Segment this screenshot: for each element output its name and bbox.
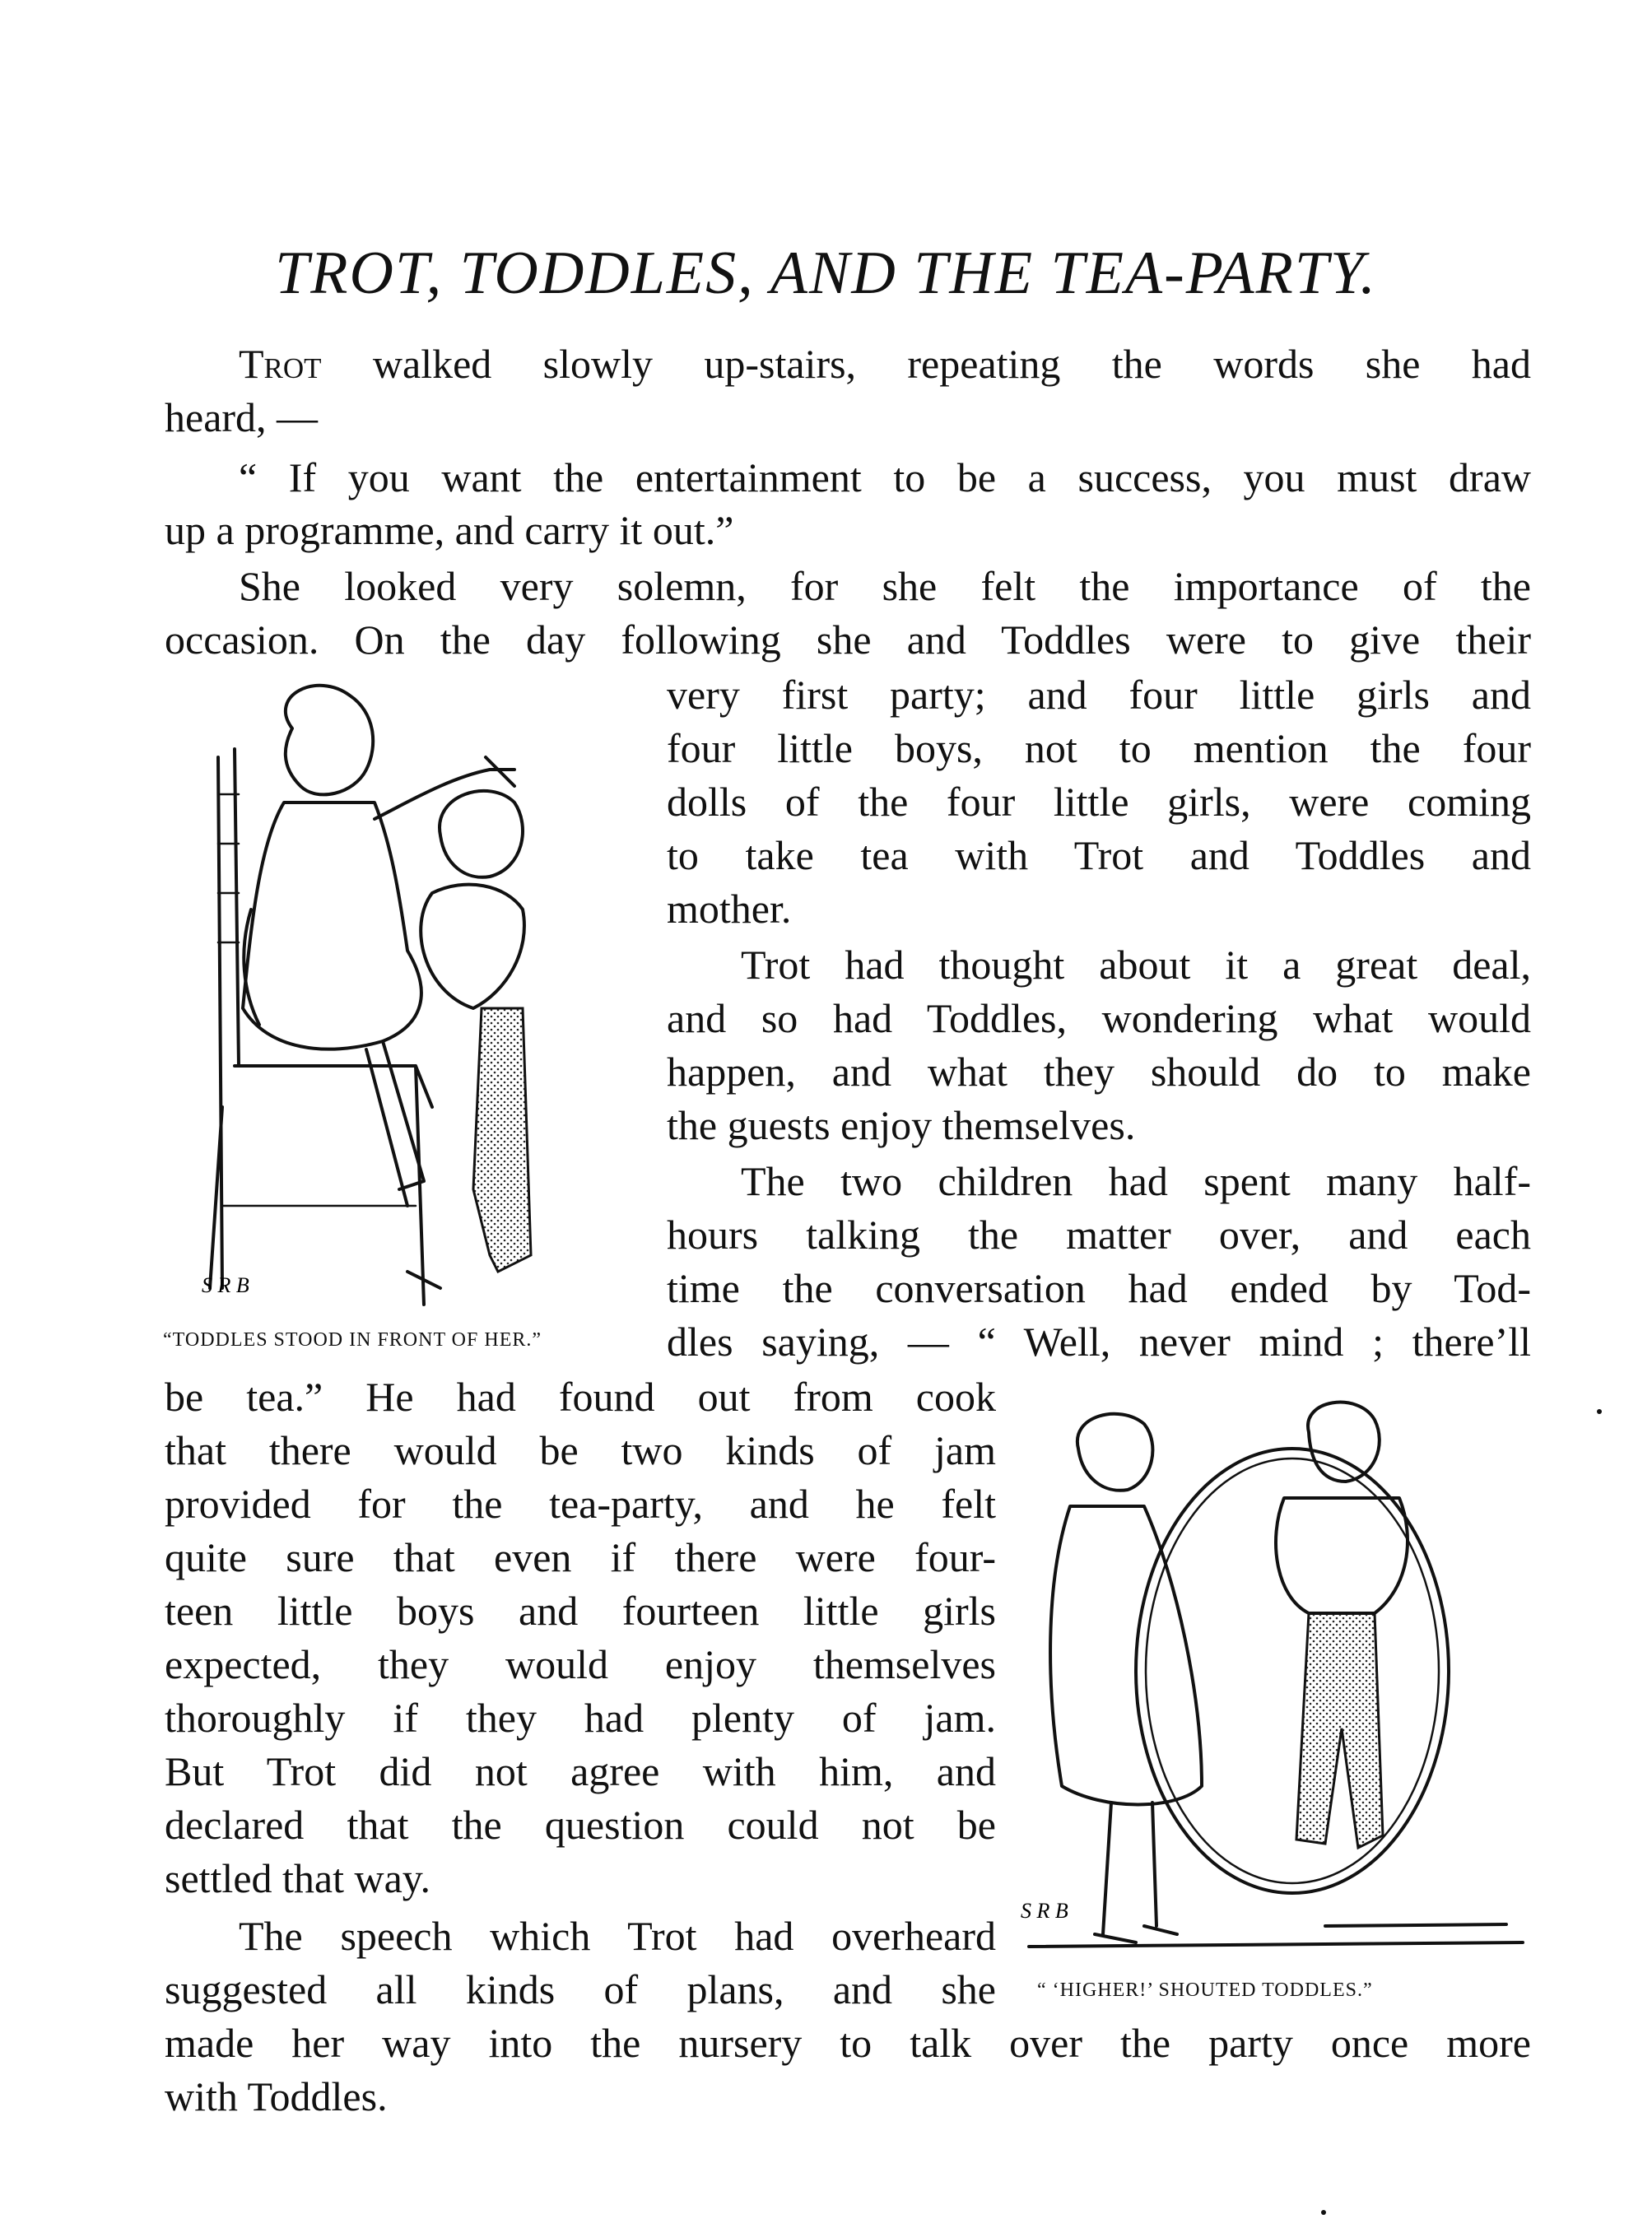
hoop	[1136, 1449, 1449, 1893]
text-line: made her way into the nursery to talk over the party once more	[165, 2020, 1531, 2066]
text-line: Trot had thought about it a great deal,	[741, 942, 1531, 988]
text-line: dles saying, — “ Well, never mind ; there’ll	[667, 1319, 1531, 1365]
illustration-higher-shouted	[1012, 1399, 1547, 1984]
text-line: four little boys, not to mention the four	[667, 725, 1531, 771]
text-line: expected, they would enjoy themselves	[165, 1641, 996, 1687]
text-line: quite sure that even if there were four-	[165, 1534, 996, 1580]
text-line: time the conversation had ended by Tod-	[667, 1265, 1531, 1311]
girl-figure	[243, 686, 514, 1206]
text-line: be tea.” He had found out from cook	[165, 1374, 996, 1420]
text-line: teen little boys and fourteen little girls	[165, 1588, 996, 1634]
boy-figure	[407, 791, 531, 1288]
text-line: very first party; and four little girls and	[667, 672, 1531, 718]
text-line: declared that the question could not be	[165, 1802, 996, 1848]
text-line: dolls of the four little girls, were coming	[667, 779, 1531, 825]
text-line: occasion. On the day following she and Toddles were to give their	[165, 616, 1531, 663]
caption-first-illustration: “TODDLES STOOD IN FRONT OF HER.”	[163, 1329, 542, 1351]
caption-second-illustration: “ ‘HIGHER!’ SHOUTED TODDLES.”	[1037, 1979, 1373, 2001]
text-line: with Toddles.	[165, 2073, 388, 2119]
chair-figure	[210, 749, 432, 1305]
text-line: to take tea with Trot and Toddles and	[667, 832, 1531, 878]
illustrator-signature: S R B	[202, 1273, 249, 1297]
text-line: the guests enjoy themselves.	[667, 1102, 1136, 1148]
boy-sailor-figure	[1276, 1403, 1408, 1848]
text-line: settled that way.	[165, 1855, 431, 1901]
text-line: But Trot did not agree with him, and	[165, 1748, 996, 1794]
text-line: happen, and what they should do to make	[667, 1049, 1531, 1095]
girl-with-hoop-figure	[1050, 1414, 1202, 1942]
text-line: up a programme, and carry it out.”	[165, 507, 734, 553]
text-line: heard, —	[165, 394, 319, 440]
print-speck	[1597, 1409, 1602, 1414]
text-line: hours talking the matter over, and each	[667, 1212, 1531, 1258]
print-speck	[1321, 2210, 1326, 2215]
illustration-toddles-stood	[161, 679, 663, 1325]
text-line: The speech which Trot had overheard	[239, 1913, 996, 1959]
text-line: Trot walked slowly up-stairs, repeating the words she had	[239, 341, 1531, 387]
text-line: The two children had spent many half-	[741, 1158, 1531, 1204]
text-line: and so had Toddles, wondering what would	[667, 995, 1531, 1041]
text-line: that there would be two kinds of jam	[165, 1427, 996, 1473]
text-line: suggested all kinds of plans, and she	[165, 1966, 996, 2012]
text-line: provided for the tea-party, and he felt	[165, 1481, 996, 1527]
page-title: TROT, TODDLES, AND THE TEA-PARTY.	[275, 240, 1377, 307]
text-line: mother.	[667, 886, 792, 932]
text-line: She looked very solemn, for she felt the importance of the	[239, 563, 1531, 609]
illustrator-signature: S R B	[1021, 1899, 1068, 1923]
text-line: “ If you want the entertainment to be a success, you must draw	[239, 454, 1531, 500]
drop-word: Trot	[239, 341, 322, 387]
text-line: thoroughly if they had plenty of jam.	[165, 1695, 996, 1741]
